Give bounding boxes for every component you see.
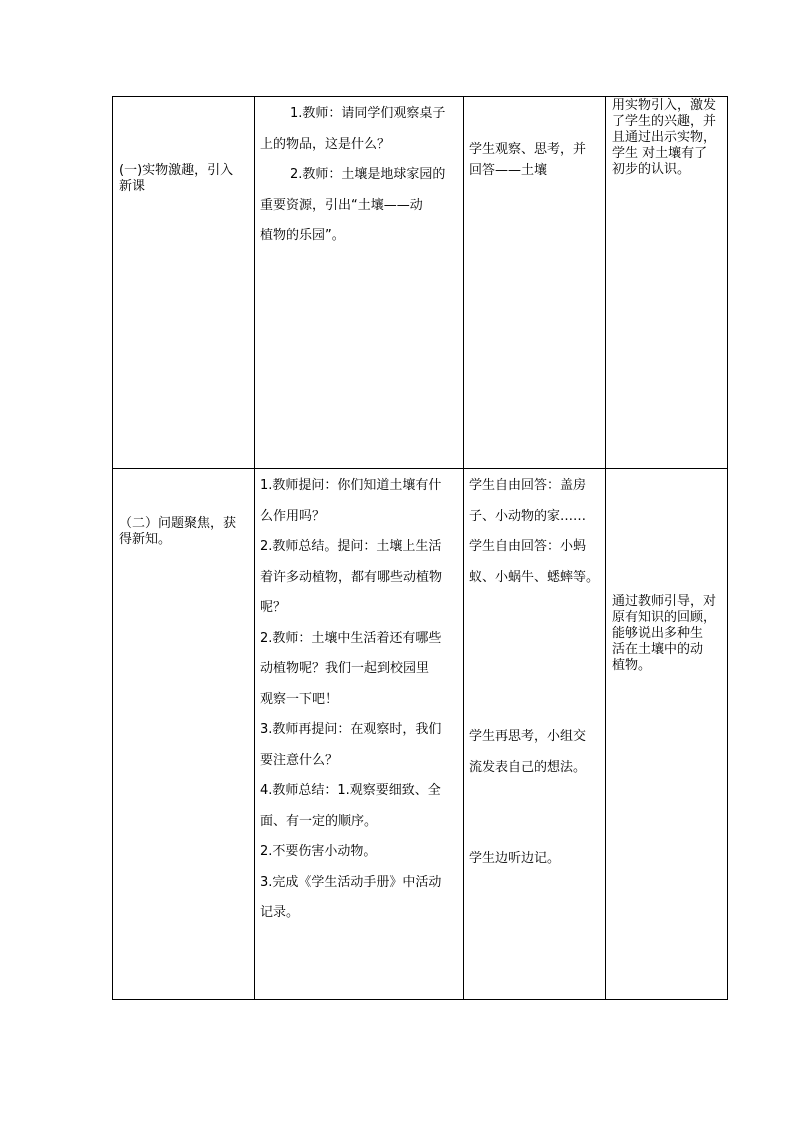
intent-text: 通过教师引导，对 原有知识的回顾， 能够说出多种生 活在土壤中的动 植物。 bbox=[612, 594, 717, 673]
teacher-text: 1.教师：请同学们观察桌子 上的物品，这是什么？ 2.教师：土壤是地球家园的 重要资源，引出“土壤——动 植物的乐园”。 bbox=[260, 106, 446, 243]
teacher-text: 1.教师提问：你们知道土壤有什 么作用吗？ 2.教师总结。提问：土壤上生活 着许多动植物，都有哪些动植物 呢？ 2.教师：土壤中生活着还有哪些 动植物呢？我们一起到校园里 观察一下吧！ 3.教师再提问：在观察时，我们 要注意什么？ 4.教师总结：1.观察要细致、全 面、有一定的顺序。 2.不要伤害小动物。 3.完成《学生活动手册》中活动 记录。 bbox=[260, 478, 443, 920]
student-activity-cell bbox=[464, 97, 606, 469]
stage-text: (一)实物激趣，引入 新课 bbox=[119, 163, 234, 194]
student-text: 学生观察、思考，并 回答——土壤 bbox=[469, 142, 587, 178]
student-text: 学生自由回答：盖房 子、小动物的家…… 学生自由回答：小蚂 蚁、小蜗牛、蟋蟀等。 bbox=[469, 478, 600, 585]
student-text: 学生边听边记。 bbox=[469, 851, 561, 866]
stage-text: （二）问题聚焦，获 得新知。 bbox=[119, 516, 237, 547]
design-intent-cell bbox=[606, 97, 728, 469]
student-text: 学生再思考，小组交 流发表自己的想法。 bbox=[469, 729, 587, 775]
table-row bbox=[113, 97, 728, 469]
teacher-activity-cell bbox=[255, 97, 464, 469]
design-intent-cell bbox=[606, 469, 728, 1000]
lesson-table bbox=[112, 96, 728, 1000]
stage-cell bbox=[113, 97, 255, 469]
table-row bbox=[113, 469, 728, 1000]
intent-text: 用实物引入，激发 了学生的兴趣，并 且通过出示实物， 学生 对土壤有了 初步的认识。 bbox=[612, 98, 717, 177]
stage-cell bbox=[113, 469, 255, 1000]
student-activity-cell bbox=[464, 469, 606, 1000]
teacher-activity-cell bbox=[255, 469, 464, 1000]
